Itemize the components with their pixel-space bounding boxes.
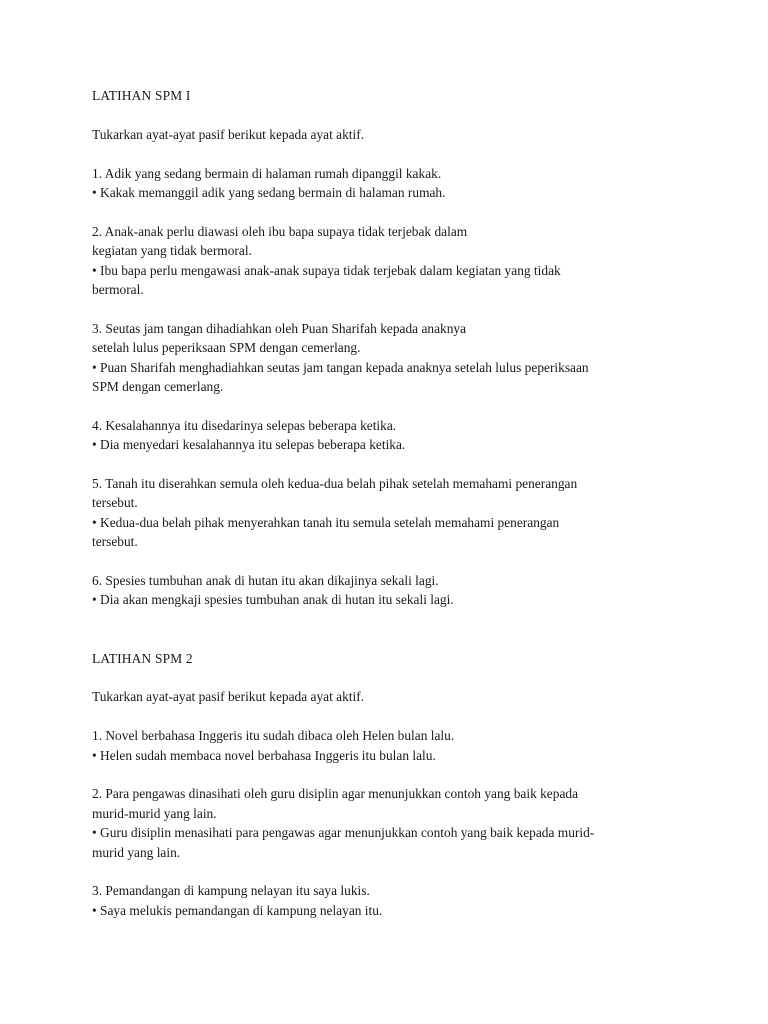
answer-line: SPM dengan cemerlang. (92, 379, 224, 395)
exercise-item (92, 222, 692, 300)
question-line: tersebut. (92, 495, 138, 511)
exercise-item (92, 571, 692, 610)
question-line: 6. Spesies tumbuhan anak di hutan itu akan dikajinya sekali lagi. (92, 573, 439, 589)
answer-line: • Puan Sharifah menghadiahkan seutas jam tangan kepada anaknya setelah lulus peperiksaan (92, 359, 589, 375)
exercise-item (92, 474, 692, 552)
question-line: setelah lulus peperiksaan SPM dengan cemerlang. (92, 340, 361, 356)
answer-line: • Dia menyedari kesalahannya itu selepas beberapa ketika. (92, 437, 406, 453)
question-line: 3. Seutas jam tangan dihadiahkan oleh Puan Sharifah kepada anaknya (92, 320, 467, 336)
question-line: murid-murid yang lain. (92, 805, 217, 821)
exercise-section (92, 649, 692, 921)
answer-line: • Ibu bapa perlu mengawasi anak-anak supaya tidak terjebak dalam kegiatan yang tidak (92, 262, 561, 278)
section-title: LATIHAN SPM I (92, 88, 191, 103)
answer-line: bermoral. (92, 282, 144, 298)
answer-line: • Saya melukis pemandangan di kampung nelayan itu. (92, 902, 383, 918)
exercise-item (92, 319, 692, 397)
answer-line: tersebut. (92, 534, 138, 550)
section-title: LATIHAN SPM 2 (92, 650, 193, 666)
question-line: 3. Pemandangan di kampung nelayan itu saya lukis. (92, 883, 370, 899)
question-line: 2. Para pengawas dinasihati oleh guru disiplin agar menunjukkan contoh yang baik kepada (92, 786, 579, 802)
question-line: 1. Novel berbahasa Inggeris itu sudah dibaca oleh Helen bulan lalu. (92, 728, 455, 744)
answer-line: murid yang lain. (92, 844, 181, 860)
answer-line: • Kedua-dua belah pihak menyerahkan tanah itu semula setelah memahami penerangan (92, 514, 560, 530)
section-instruction: Tukarkan ayat-ayat pasif berikut kepada ayat aktif. (92, 689, 365, 705)
question-line: 1. Adik yang sedang bermain di halaman rumah dipanggil kakak. (92, 165, 442, 181)
answer-line: • Dia akan mengkaji spesies tumbuhan anak di hutan itu sekali lagi. (92, 592, 454, 608)
question-line: 5. Tanah itu diserahkan semula oleh kedua-dua belah pihak setelah memahami penerangan (92, 476, 578, 492)
section-instruction: Tukarkan ayat-ayat pasif berikut kepada ayat aktif. (92, 126, 365, 142)
answer-line: • Helen sudah membaca novel berbahasa Inggeris itu bulan lalu. (92, 747, 436, 763)
section-spacer (92, 629, 692, 648)
question-line: 2. Anak-anak perlu diawasi oleh ibu bapa supaya tidak terjebak dalam (92, 223, 468, 239)
exercise-item (92, 726, 692, 765)
question-line: 4. Kesalahannya itu disedarinya selepas beberapa ketika. (92, 417, 397, 433)
exercise-item (92, 164, 692, 203)
answer-line: • Guru disiplin menasihati para pengawas agar menunjukkan contoh yang baik kepada murid- (92, 825, 595, 841)
exercise-item (92, 784, 692, 862)
exercise-item (92, 881, 692, 920)
exercise-section (92, 86, 692, 610)
document-page (92, 86, 692, 940)
question-line: kegiatan yang tidak bermoral. (92, 243, 252, 259)
exercise-item (92, 416, 692, 455)
answer-line: • Kakak memanggil adik yang sedang bermain di halaman rumah. (92, 185, 446, 200)
